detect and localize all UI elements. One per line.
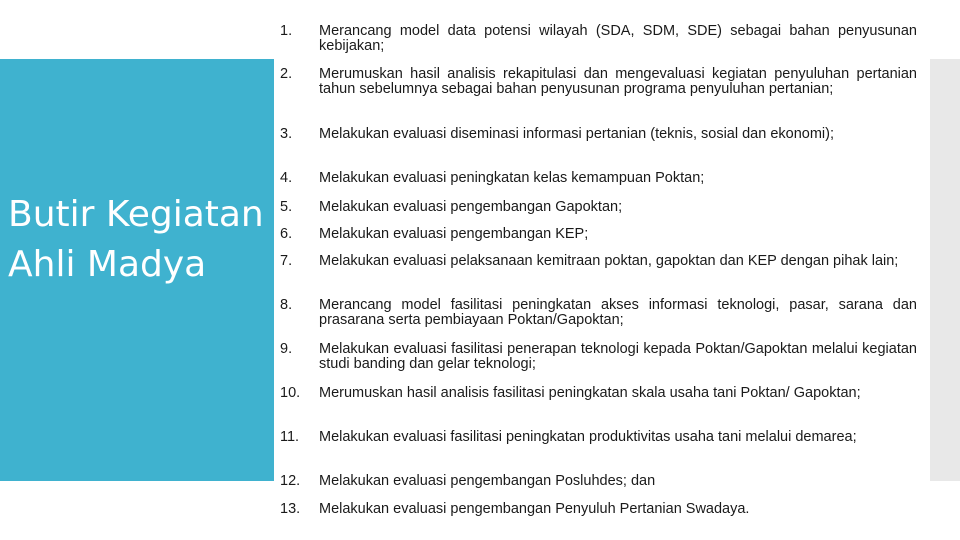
item-number: 8. (280, 297, 293, 313)
item-text: Melakukan evaluasi diseminasi informasi pertanian (teknis, sosial dan ekonomi); (319, 126, 834, 142)
item-text: Melakukan evaluasi fasilitasi peningkatan produktivitas usaha tani melalui demarea; (319, 429, 857, 445)
slide-title-line-2: Ahli Madya (8, 244, 207, 285)
item-number: 6. (280, 226, 293, 242)
item-text: Melakukan evaluasi peningkatan kelas kemampuan Poktan; (319, 170, 705, 186)
item-text: Melakukan evaluasi pengembangan Posluhdes; dan (319, 473, 656, 489)
item-number: 7. (280, 253, 293, 269)
item-text: Melakukan evaluasi pengembangan Penyuluh Pertanian Swadaya. (319, 501, 750, 517)
item-text: Melakukan evaluasi pengembangan Gapoktan; (319, 199, 623, 215)
item-number: 2. (280, 66, 293, 82)
item-number: 3. (280, 126, 293, 142)
item-number: 11. (280, 429, 300, 445)
item-text: Melakukan evaluasi fasilitasi penerapan teknologi kepada Poktan/Gapoktan melalui kegiatan studi banding dan gelar teknologi; (319, 341, 917, 372)
item-number: 12. (280, 473, 301, 489)
item-text: Melakukan evaluasi pengembangan KEP; (319, 226, 589, 242)
item-number: 9. (280, 341, 293, 357)
item-number: 13. (280, 501, 301, 517)
item-number: 1. (280, 23, 293, 39)
item-text: Merancang model fasilitasi peningkatan akses informasi teknologi, pasar, sarana dan prasarana serta pembiayaan Poktan/Gapoktan; (319, 297, 917, 328)
item-text: Merancang model data potensi wilayah (SDA, SDM, SDE) sebagai bahan penyusunan kebijakan; (319, 23, 917, 54)
item-number: 5. (280, 199, 293, 215)
item-number: 10. (280, 385, 301, 401)
item-number: 4. (280, 170, 293, 186)
item-text: Merumuskan hasil analisis rekapitulasi dan mengevaluasi kegiatan penyuluhan pertanian tahun sebelumnya sebagai bahan penyusunan programa penyuluhan pertanian; (319, 66, 917, 97)
item-text: Merumuskan hasil analisis fasilitasi peningkatan skala usaha tani Poktan/ Gapoktan; (319, 385, 861, 401)
slide-title-line-1: Butir Kegiatan (8, 194, 264, 235)
item-text: Melakukan evaluasi pelaksanaan kemitraan poktan, gapoktan dan KEP dengan pihak lain; (319, 253, 899, 269)
